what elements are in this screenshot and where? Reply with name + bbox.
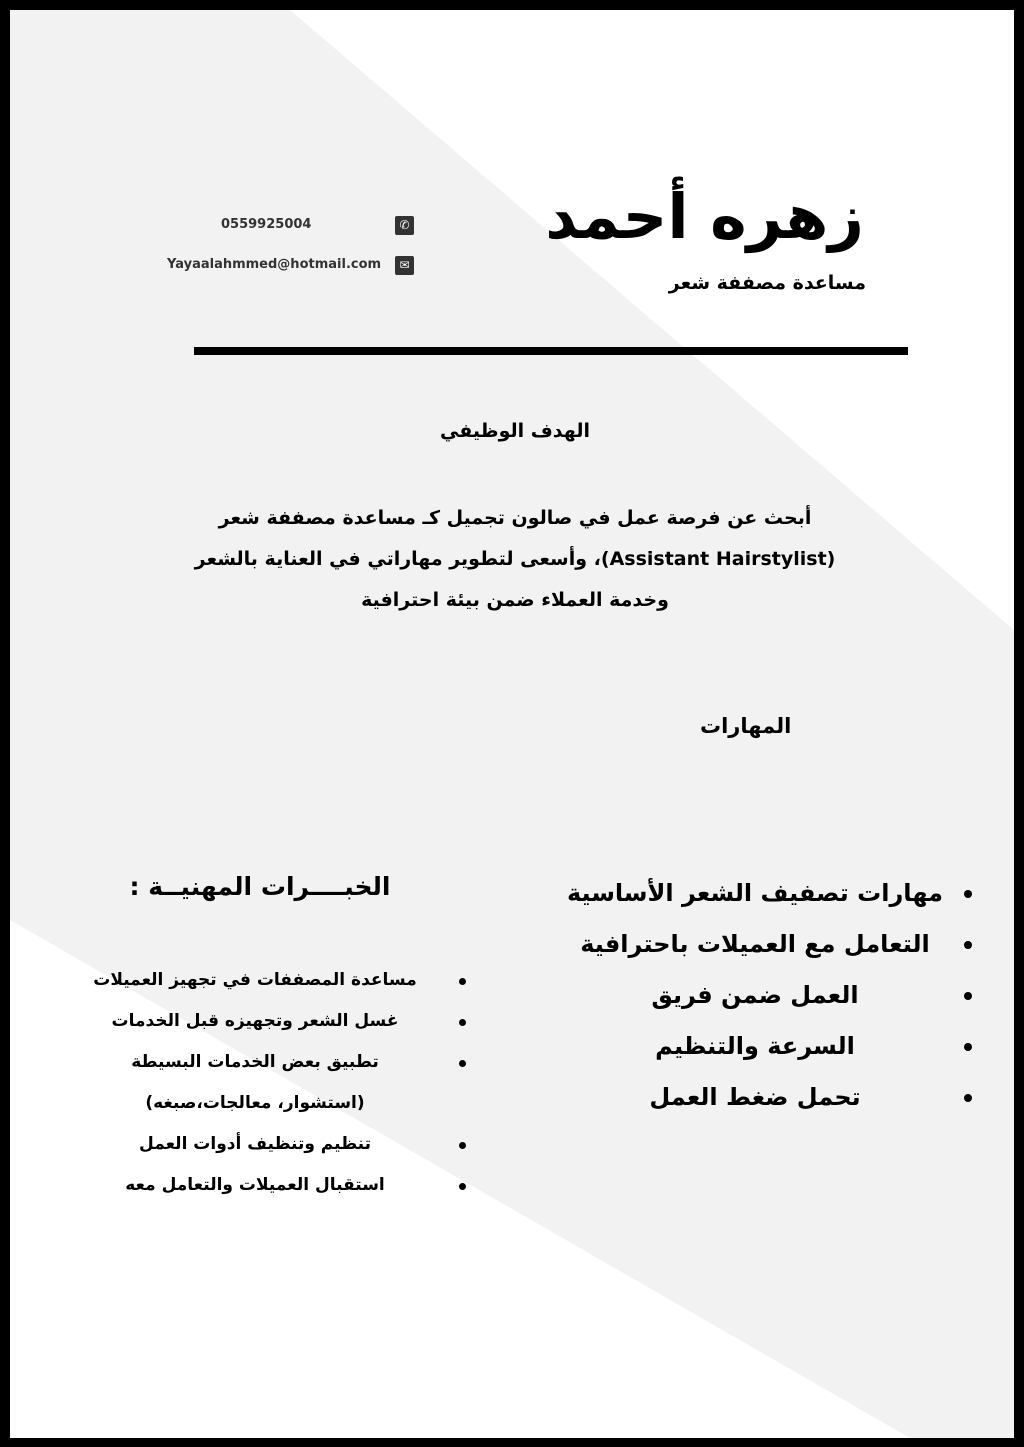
list-item: مساعدة المصففات في تجهيز العميلات bbox=[30, 960, 480, 1001]
list-item: تحمل ضغط العمل bbox=[520, 1072, 990, 1123]
bullet-icon bbox=[964, 1094, 972, 1102]
bullet-icon bbox=[964, 992, 972, 1000]
phone-number: 0559925004 bbox=[221, 217, 312, 232]
phone-icon: ✆ bbox=[395, 216, 414, 235]
candidate-role: مساعدة مصففة شعر bbox=[668, 272, 866, 294]
objective-line: أبحث عن فرصة عمل في صالون تجميل كـ مساعدة مصففة شعر bbox=[218, 507, 812, 529]
experience-list bbox=[30, 960, 480, 1206]
bullet-icon bbox=[964, 890, 972, 898]
email-address[interactable]: Yayaalahmmed@hotmail.com bbox=[167, 257, 382, 272]
objective-line: (Assistant Hairstylist)، وأسعى لتطوير مهاراتي في العناية بالشعر bbox=[194, 548, 836, 570]
list-item: السرعة والتنظيم bbox=[520, 1021, 990, 1072]
bullet-icon bbox=[459, 1142, 466, 1149]
objective-text bbox=[170, 498, 860, 621]
list-item: التعامل مع العميلات باحترافية bbox=[520, 919, 990, 970]
skills-title: المهارات bbox=[700, 714, 792, 738]
list-item: تطبيق بعض الخدمات البسيطة bbox=[30, 1042, 480, 1083]
list-item: غسل الشعر وتجهيزه قبل الخدمات bbox=[30, 1001, 480, 1042]
bullet-icon bbox=[459, 1019, 466, 1026]
bullet-icon bbox=[459, 1060, 466, 1067]
list-item: مهارات تصفيف الشعر الأساسية bbox=[520, 868, 990, 919]
list-item: استقبال العميلات والتعامل معه bbox=[30, 1165, 480, 1206]
bullet-icon bbox=[964, 1043, 972, 1051]
list-item: العمل ضمن فريق bbox=[520, 970, 990, 1021]
bullet-icon bbox=[459, 978, 466, 985]
envelope-icon: ✉ bbox=[395, 256, 414, 275]
resume-page bbox=[10, 10, 1014, 1438]
bullet-icon bbox=[459, 1183, 466, 1190]
header-divider bbox=[194, 347, 908, 355]
experience-title: الخبــــرات المهنيــة : bbox=[129, 872, 391, 901]
candidate-name: زهره أحمد bbox=[545, 180, 864, 253]
skills-list bbox=[520, 868, 990, 1123]
objective-line: وخدمة العملاء ضمن بيئة احترافية bbox=[361, 589, 669, 611]
bullet-icon bbox=[964, 941, 972, 949]
list-item: تنظيم وتنظيف أدوات العمل bbox=[30, 1124, 480, 1165]
list-item-continuation: (استشوار، معالجات،صبغه) bbox=[145, 1093, 365, 1113]
objective-title: الهدف الوظيفي bbox=[440, 420, 590, 442]
